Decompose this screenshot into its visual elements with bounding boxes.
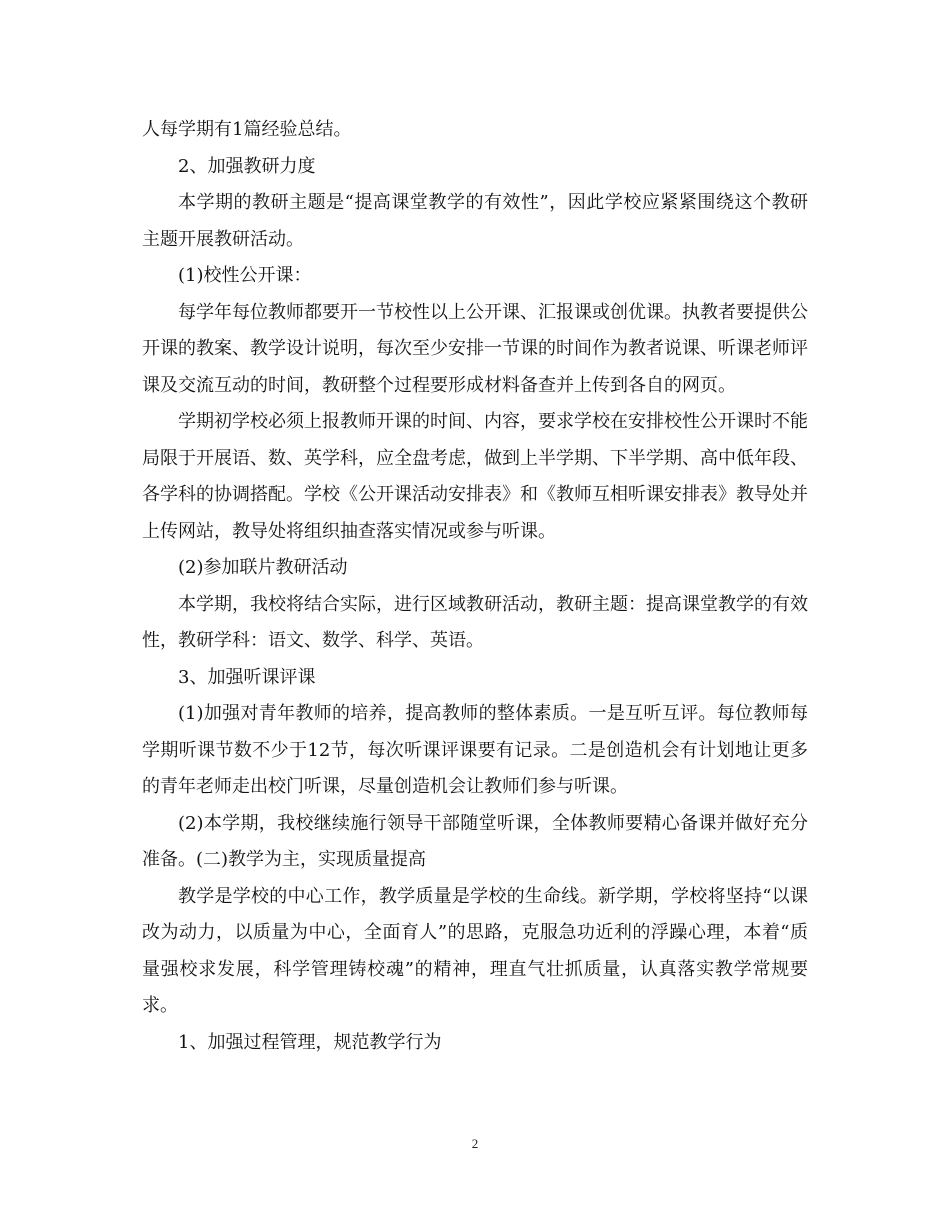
section-heading-teaching-research: 2、加强教研力度: [178, 155, 316, 177]
paragraph-joint-research: 本学期，我校将结合实际，进行区域教研活动，教研主题：提高课堂教学的有效性，教研学科：语文、数学、科学、英语。: [142, 593, 808, 651]
paragraph-semester-schedule: 学期初学校必须上报教师开课的时间、内容，要求学校在安排校性公开课时不能局限于开展语、数、英学科，应全盘考虑，做到上半学期、下半学期、高中低年段、各学科的协调搭配。学校《公开课活动安排表》和《教师互相听课安排表》教导处并上传网站，教导处将组织抽查落实情况或参与听课。: [142, 411, 808, 542]
document-body: [142, 112, 808, 1061]
paragraph-leader-observation: (2)本学期，我校继续施行领导干部随堂听课，全体教师要精心备课并做好充分准备。(二)教学为主，实现质量提高: [142, 812, 808, 870]
subheading-joint-research: (2)参加联片教研活动: [178, 557, 348, 578]
paragraph-young-teachers: (1)加强对青年教师的培养，提高教师的整体素质。一是互听互评。每位教师每学期听课节数不少于12节，每次听课评课要有记录。二是创造机会有计划地让更多的青年老师走出校门听课，尽量创造机会让教师们参与听课。: [142, 703, 808, 797]
paragraph-continuation: 人每学期有1篇经验总结。: [142, 119, 352, 140]
paragraph-research-theme: 本学期的教研主题是“提高课堂教学的有效性”，因此学校应紧紧围绕这个教研主题开展教研活动。: [142, 192, 808, 250]
paragraph-teaching-quality: 教学是学校的中心工作，教学质量是学校的生命线。新学期，学校将坚持“以课改为动力，以质量为中心，全面育人”的思路，克服急功近利的浮躁心理，本着“质量强校求发展，科学管理铸校魂”的精神，理直气壮抓质量，认真落实教学常规要求。: [142, 885, 808, 1016]
paragraph-open-class-requirements: 每学年每位教师都要开一节校性以上公开课、汇报课或创优课。执教者要提供公开课的教案、教学设计说明，每次至少安排一节课的时间作为教者说课、听课老师评课及交流互动的时间，教研整个过程要形成材料备查并上传到各自的网页。: [142, 301, 808, 396]
section-heading-lesson-evaluation: 3、加强听课评课: [178, 666, 316, 688]
page-number: 2: [471, 1136, 479, 1151]
subheading-open-class: (1)校性公开课：: [178, 265, 312, 286]
section-heading-process-management: 1、加强过程管理，规范教学行为: [178, 1031, 442, 1053]
